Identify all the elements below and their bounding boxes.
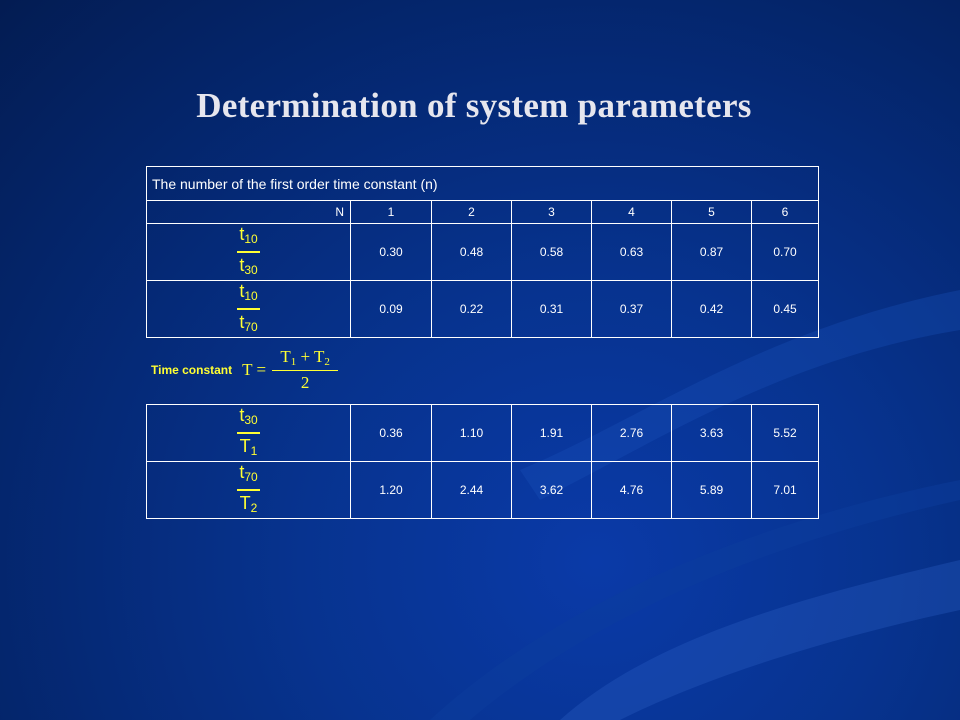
ratio-fraction: $\frac{t_{70}}{T_2}$ bbox=[239, 462, 258, 515]
table-cell: 0.48 bbox=[432, 224, 512, 281]
formula: T = $\frac{T_1 + T_2}{2}$ bbox=[242, 347, 338, 394]
column-header: 5 bbox=[672, 201, 752, 224]
ratio-table-bottom bbox=[146, 404, 819, 519]
table-cell: 5.89 bbox=[672, 462, 752, 519]
ratio-fraction: $\frac{t_{10}}{t_{70}}$ bbox=[239, 281, 258, 334]
table-row bbox=[147, 462, 819, 519]
ratio-label bbox=[147, 281, 351, 338]
table-cell: 1.10 bbox=[432, 405, 512, 462]
table-cell: 0.31 bbox=[512, 281, 592, 338]
ratio-table-top bbox=[146, 166, 819, 338]
time-constant-formula bbox=[151, 346, 338, 394]
table-cell: 0.58 bbox=[512, 224, 592, 281]
table-cell: 0.36 bbox=[351, 405, 432, 462]
table-cell: 3.62 bbox=[512, 462, 592, 519]
table-cell: 2.76 bbox=[592, 405, 672, 462]
table-cell: 0.87 bbox=[672, 224, 752, 281]
table-caption-row bbox=[147, 167, 819, 201]
column-header: 3 bbox=[512, 201, 592, 224]
ratio-label bbox=[147, 405, 351, 462]
table-cell: 0.42 bbox=[672, 281, 752, 338]
table-row bbox=[147, 281, 819, 338]
table-cell: 0.63 bbox=[592, 224, 672, 281]
column-header: 4 bbox=[592, 201, 672, 224]
table-cell: 4.76 bbox=[592, 462, 672, 519]
column-header-row bbox=[147, 201, 819, 224]
n-label: N bbox=[147, 201, 351, 224]
table-cell: 0.45 bbox=[752, 281, 819, 338]
table-cell: 5.52 bbox=[752, 405, 819, 462]
ratio-label bbox=[147, 224, 351, 281]
table-cell: 1.20 bbox=[351, 462, 432, 519]
table-cell: 3.63 bbox=[672, 405, 752, 462]
table-row bbox=[147, 224, 819, 281]
ratio-fraction: $\frac{t_{30}}{T_1}$ bbox=[239, 405, 258, 458]
column-header: 2 bbox=[432, 201, 512, 224]
table-cell: 0.37 bbox=[592, 281, 672, 338]
table-cell: 7.01 bbox=[752, 462, 819, 519]
column-header: 6 bbox=[752, 201, 819, 224]
page-title: Determination of system parameters bbox=[196, 86, 752, 125]
table-caption: The number of the first order time constant (n) bbox=[147, 167, 819, 201]
time-constant-label: Time constant bbox=[151, 363, 233, 377]
ratio-fraction: $\frac{t_{10}}{t_{30}}$ bbox=[239, 224, 258, 277]
column-header: 1 bbox=[351, 201, 432, 224]
table-cell: 0.70 bbox=[752, 224, 819, 281]
table-cell: 0.22 bbox=[432, 281, 512, 338]
table-cell: 0.09 bbox=[351, 281, 432, 338]
table-cell: 2.44 bbox=[432, 462, 512, 519]
table-row bbox=[147, 405, 819, 462]
table-cell: 0.30 bbox=[351, 224, 432, 281]
table-cell: 1.91 bbox=[512, 405, 592, 462]
ratio-label bbox=[147, 462, 351, 519]
